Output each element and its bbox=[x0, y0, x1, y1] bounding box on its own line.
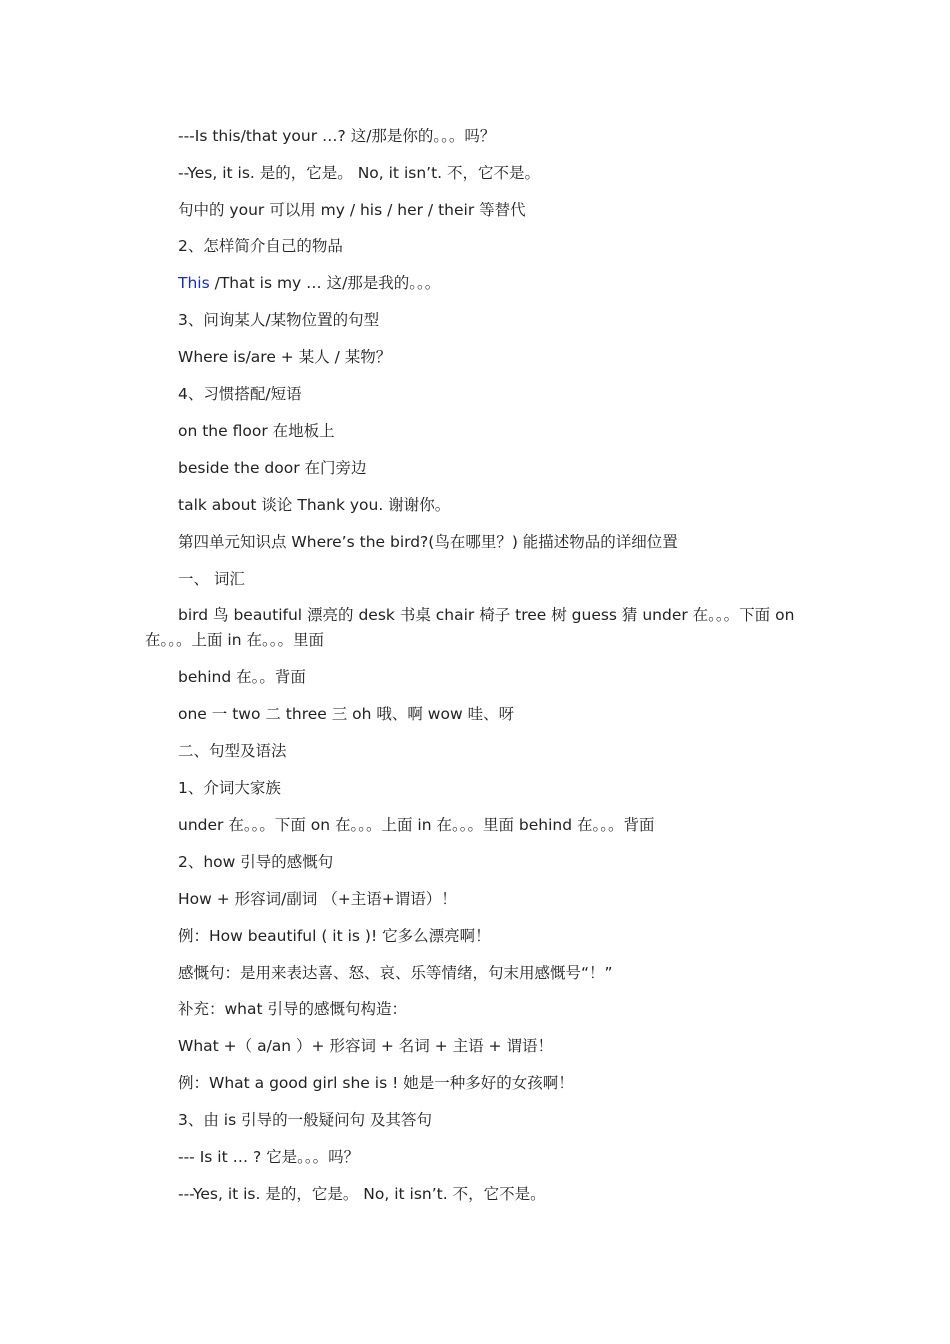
text-line: Where is/are + 某人 / 某物？ bbox=[178, 348, 392, 366]
text-line: 感慨句：是用来表达喜、怒、哀、乐等情绪，句末用感慨号“！” bbox=[178, 964, 613, 982]
text-line: 例：What a good girl she is ! 她是一种多好的女孩啊！ bbox=[178, 1074, 574, 1092]
unit-title: 第四单元知识点 Where’s the bird?(鸟在哪里？) 能描述物品的详细位置 bbox=[178, 533, 678, 551]
text-line: What +（ a/an ）+ 形容词 + 名词 + 主语 + 谓语！ bbox=[178, 1037, 553, 1055]
text-line: on the floor 在地板上 bbox=[178, 422, 335, 440]
text-line: 例：How beautiful ( it is )! 它多么漂亮啊！ bbox=[178, 927, 491, 945]
text-line: beside the door 在门旁边 bbox=[178, 459, 367, 477]
section-heading: 1、介词大家族 bbox=[178, 779, 281, 797]
text-line: talk about 谈论 Thank you. 谢谢你。 bbox=[178, 496, 451, 514]
text-line: --Yes, it is. 是的，它是。 No, it isn’t. 不，它不是。 bbox=[178, 164, 541, 182]
text-line: 句中的 your 可以用 my / his / her / their 等替代 bbox=[178, 201, 526, 219]
section-heading: 2、how 引导的感慨句 bbox=[178, 853, 334, 871]
text-line: one 一 two 二 three 三 oh 哦、啊 wow 哇、呀 bbox=[178, 705, 515, 723]
section-heading: 3、问询某人/某物位置的句型 bbox=[178, 311, 380, 329]
section-heading: 一、 词汇 bbox=[178, 570, 245, 588]
text-line bbox=[178, 272, 818, 294]
text-line: 补充：what 引导的感慨句构造： bbox=[178, 1000, 408, 1018]
section-heading: 3、由 is 引导的一般疑问句 及其答句 bbox=[178, 1111, 433, 1129]
text-line: behind 在。。背面 bbox=[178, 668, 306, 686]
vocabulary-paragraph: bird 鸟 beautiful 漂亮的 desk 书桌 chair 椅子 tree 树 guess 猜 under 在。。。下面 on 在。。。上面 in 在。。。里面 bbox=[145, 606, 795, 649]
text-line: How + 形容词/副词 （+主语+谓语）！ bbox=[178, 890, 457, 908]
section-heading: 2、怎样简介自己的物品 bbox=[178, 237, 343, 255]
highlighted-word: This bbox=[178, 274, 210, 292]
text-line: --- Is it … ? 它是。。。吗？ bbox=[178, 1148, 360, 1166]
text-line-rest: /That is my … 这/那是我的。。。 bbox=[209, 274, 441, 292]
text-line: ---Is this/that your …? 这/那是你的。。。吗？ bbox=[178, 127, 496, 145]
section-heading: 二、句型及语法 bbox=[178, 742, 287, 760]
text-line: under 在。。。下面 on 在。。。上面 in 在。。。里面 behind 在。。。背面 bbox=[178, 816, 655, 834]
section-heading: 4、习惯搭配/短语 bbox=[178, 385, 302, 403]
text-line: ---Yes, it is. 是的，它是。 No, it isn’t. 不，它不是。 bbox=[178, 1185, 546, 1203]
